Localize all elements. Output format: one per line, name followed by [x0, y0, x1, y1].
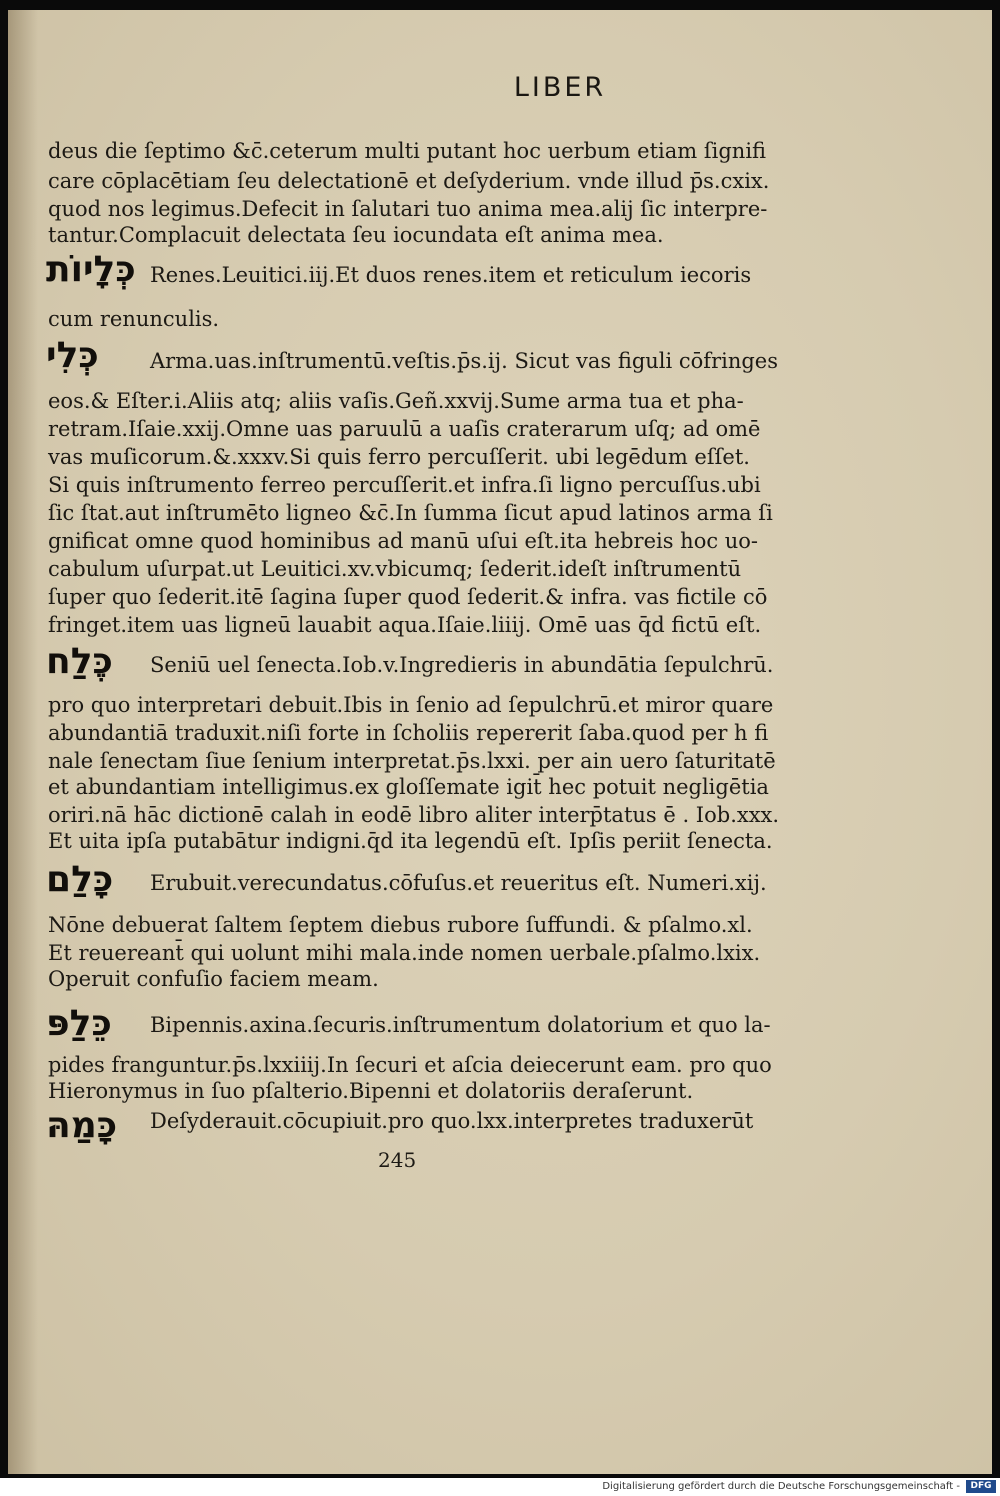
hebrew-headword: כְּלָיוֹת: [46, 249, 136, 290]
text-line: fringet.item uas ligneū lauabit aqua.Iſaie.liiij. Omē uas q̄d fictū eſt.: [48, 613, 762, 637]
hebrew-headword: כָּמַהּ: [46, 1105, 118, 1146]
text-line: Operuit confuſio faciem meam.: [48, 967, 379, 991]
text-line: Et uita ipſa putabātur indigni.q̄d ita legendū eſt. Ipſis periit ſenecta.: [48, 829, 773, 853]
text-line: nale ſenectam ſiue ſenium interpretat.p̄s.lxxi. per ain uero ſaturitatē: [48, 749, 776, 773]
hebrew-headword: כֵּלַפּ: [46, 1003, 112, 1044]
book-page: [8, 10, 992, 1474]
text-line: et abundantiam intelligimus.ex gloſſemate igit̄ hec potuit negligētia: [48, 775, 769, 799]
text-line: pides franguntur.p̄s.lxxiiij.In ſecuri et aſcia deiecerunt eam. pro quo: [48, 1053, 772, 1077]
text-line: deus die ſeptimo &c̄.ceterum multi putant hoc uerbum etiam ſignifi: [48, 139, 767, 163]
text-line: tantur.Complacuit delectata ſeu iocundata eſt anima mea.: [48, 223, 664, 247]
text-line: Nōne debuerat ſaltem ſeptem diebus rubore ſuffundi. & pſalmo.xl.: [48, 913, 753, 937]
text-line: ſic ſtat.aut inſtrumēto ligneo &c̄.In ſumma ſicut apud latinos arma ſi: [48, 501, 773, 525]
text-line: vas muſicorum.&.xxxv.Si quis ferro percuſſerit. ubi legēdum eſſet.: [48, 445, 750, 469]
text-line: pro quo interpretari debuit.Ibis in ſenio ad ſepulchrū.et miror quare: [48, 693, 774, 717]
text-line: Si quis inſtrumento ferreo percuſſerit.et infra.ſi ligno percuſſus.ubi: [48, 473, 761, 497]
entry-first-line: Deſyderauit.cōcupiuit.pro quo.lxx.interpretes traduxerūt: [150, 1109, 754, 1133]
dfg-logo: DFG: [966, 1480, 996, 1493]
funding-credit: Digitalisierung gefördert durch die Deutsche Forschungsgemeinschaft -: [602, 1481, 960, 1492]
text-line: care cōplacētiam ſeu delectationē et deſyderium. vnde illud p̄s.cxix.: [48, 169, 770, 193]
entry-first-line: Erubuit.verecundatus.cōfuſus.et reueritus eſt. Numeri.xij.: [150, 871, 767, 895]
text-line: abundantiā traduxit.niſi forte in ſcholiis repererit ſaba.quod per h fi: [48, 721, 769, 745]
entry-first-line: Arma.uas.inſtrumentū.veſtis.p̄s.ij. Sicut vas figuli cōfringes: [150, 349, 779, 373]
text-line: Et reuereant̄ qui uolunt mihi mala.inde nomen uerbale.pſalmo.lxix.: [48, 941, 761, 965]
text-line: oriri.nā hāc dictionē calah in eodē libro aliter interp̄tatus ē . Iob.xxx.: [48, 803, 780, 827]
entry-first-line: Renes.Leuitici.iij.Et duos renes.item et reticulum iecoris: [150, 263, 752, 287]
hebrew-headword: כֶּלַח: [46, 641, 113, 682]
text-line: gnificat omne quod hominibus ad manū uſui eſt.ita hebreis hoc uo-: [48, 529, 759, 553]
running-head: LIBER: [513, 72, 607, 103]
gutter-shadow: [8, 10, 38, 1474]
text-line: Hieronymus in ſuo pſalterio.Bipenni et dolatoriis deraſerunt.: [48, 1079, 694, 1103]
text-line: quod nos legimus.Defecit in ſalutari tuo anima mea.alij ſic interpre-: [48, 197, 768, 221]
hebrew-headword: כָּלַם: [46, 859, 114, 900]
entry-first-line: Seniū uel ſenecta.Iob.v.Ingredieris in abundātia ſepulchrū.: [150, 653, 774, 677]
hebrew-headword: כְּלִי: [46, 335, 99, 376]
text-line: cabulum uſurpat.ut Leuitici.xv.vbicumq; ſederit.ideſt inſtrumentū: [48, 557, 742, 581]
page-number: 245: [378, 1148, 417, 1172]
text-line: ſuper quo ſederit.itē ſagina ſuper quod ſederit.& infra. vas fictile cō: [48, 585, 768, 609]
text-line: retram.Iſaie.xxij.Omne uas paruulū a uaſis craterarum uſq; ad omē: [48, 417, 761, 441]
entry-first-line: Bipennis.axina.ſecuris.inſtrumentum dolatorium et quo la-: [150, 1013, 771, 1037]
text-line: cum renunculis.: [48, 307, 220, 331]
text-line: eos.& Eſter.i.Aliis atq; aliis vaſis.Geñ.xxvij.Sume arma tua et pha-: [48, 389, 744, 413]
